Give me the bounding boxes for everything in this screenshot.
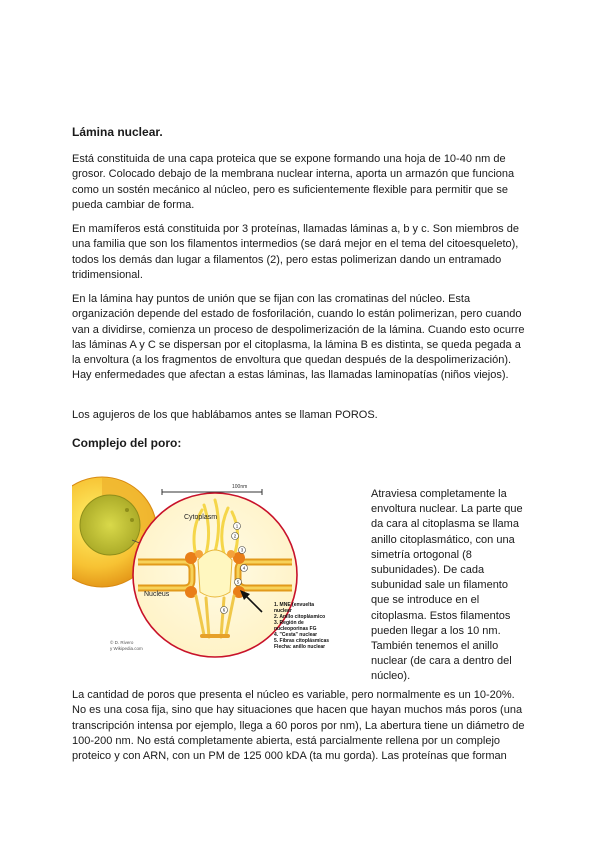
svg-text:© D. Rivero: © D. Rivero — [110, 640, 134, 645]
svg-text:y Wikipedia.com: y Wikipedia.com — [110, 646, 143, 651]
marker-6: 6 — [222, 607, 226, 613]
nuclear-pore-figure — [72, 470, 356, 670]
legend-line: 4. "Cesta" nuclear — [274, 632, 318, 638]
legend-line: nucleoporinas FG — [274, 626, 317, 632]
legend-line: nuclear — [274, 608, 292, 614]
section-title-pore-complex: Complejo del poro: — [72, 436, 182, 450]
marker-5: 5 — [236, 579, 240, 585]
legend-line: 3. Región de — [274, 620, 304, 626]
nucleus-label: Nucleus — [144, 591, 170, 598]
paragraph-pore-description: Atraviesa completamente la envoltura nuclear. La parte que da cara al citoplasma se llama anillo citoplasmático, con una simetría ortogonal (8 subunidades). De cada subunidad sale un filamento que se introduce en el citoplasma. Estos filamentos pueden llegar a los 10 nm. También tenemos el anillo nuclear (de cara a dentro del núcleo). — [371, 488, 523, 683]
legend-line: Flecha: anillo nuclear — [274, 644, 326, 650]
marker-2: 2 — [233, 533, 237, 539]
legend-line: 2. Anillo citoplásmico — [274, 614, 326, 620]
legend-line: 5. Fibras citoplásmicas — [274, 638, 330, 644]
paragraph-lamina-phosphorylation: En la lámina hay puntos de unión que se fijan con las cromatinas del núcleo. Esta organización depende del estado de fosforilación, cuando lo están polimerizan, pero cuando van a dividirse, comienza un proceso de despolimerización de la lámina. Cuando esto ocurre las láminas A y C se dispersan por el citoplasma, la lámina B es distinta, se queda pegada a la envoltura (a los fragmentos de envoltura que quedan después de la despolimerización). Hay enfermedades que afectan a estas láminas, las llamadas laminopatías (niños viejos). — [72, 293, 525, 382]
section-title-lamina: Lámina nuclear. — [72, 125, 163, 139]
paragraph-pore-quantity: La cantidad de poros que presenta el núcleo es variable, pero normalmente es un 10-20%. No es una cosa fija, sino que hay situaciones que hacen que hayan muchos más poros (una transcripción intensa por ejemplo, llega a 60 poros por nm), La abertura tiene un diámetro de 100-200 nm. No está completamente abierta, está parcialmente rellena por un complejo proteico y con ARN, con un PM de 125 000 kDA (ta mu gorda). Las proteínas que forman — [72, 689, 525, 763]
paragraph-lamina-proteins: En mamíferos está constituida por 3 proteínas, llamadas láminas a, b y c. Son miembros de una familia que son los filamentos intermedios (se dará mejor en el tema del citoesqueleto), todos los demás dan lugar a filamentos (2), pero estas polimerizan dando un entramado tridimensional. — [72, 223, 519, 281]
marker-3: 3 — [240, 547, 244, 553]
central-transporter — [198, 550, 232, 597]
marker-4: 4 — [242, 565, 246, 571]
cytoplasm-label: Cytoplasm — [184, 514, 218, 521]
figure-legend — [274, 602, 329, 650]
paragraph-pores-intro: Los agujeros de los que hablábamos antes se llaman POROS. — [72, 409, 378, 421]
legend-line: 1. MNE (envuelta — [274, 602, 315, 608]
paragraph-lamina-definition: Está constituida de una capa proteica que se expone formando una hoja de 10-40 nm de grosor. Colocado debajo de la membrana nuclear interna, aporta un armazón que funciona como un sostén mecánico al núcleo, pero es suficientemente flexible para permitir que se pueda cambiar de forma. — [72, 153, 515, 211]
marker-1: 1 — [235, 523, 239, 529]
figure-credit — [110, 639, 143, 651]
scale-label: 100nm — [232, 484, 248, 490]
